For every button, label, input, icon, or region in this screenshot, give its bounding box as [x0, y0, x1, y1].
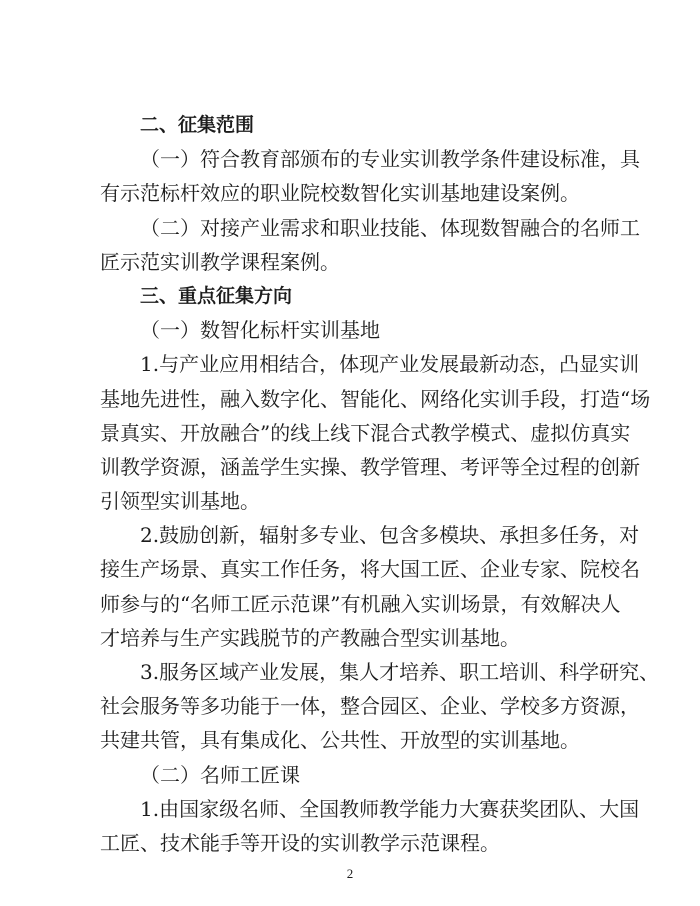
paragraph-line: 1.由国家级名师、全国教师教学能力大赛获奖团队、大国	[140, 796, 640, 821]
paragraph-line: 有示范标杆效应的职业院校数智化实训基地建设案例。	[100, 181, 580, 206]
paragraph-line: 1.与产业应用相结合，体现产业发展最新动态，凸显实训	[140, 352, 640, 377]
paragraph-line: 景真实、开放融合”的线上线下混合式教学模式、虚拟仿真实	[100, 420, 631, 445]
paragraph-line: 接生产场景、真实工作任务，将大国工匠、企业专家、院校名	[100, 557, 640, 582]
paragraph-line: （一）符合教育部颁布的专业实训教学条件建设标准，具	[140, 147, 640, 172]
document-body	[100, 108, 660, 860]
paragraph-line: 师参与的“名师工匠示范课”有机融入实训场景，有效解决人	[100, 591, 621, 616]
page-number: 2	[346, 866, 354, 881]
paragraph-line: （二）对接产业需求和职业技能、体现数智融合的名师工	[140, 215, 640, 240]
paragraph-line: 共建共管，具有集成化、公共性、开放型的实训基地。	[100, 728, 580, 753]
subsection-heading: （一）数智化标杆实训基地	[140, 318, 380, 343]
paragraph-line: 基地先进性，融入数字化、智能化、网络化实训手段，打造“场	[100, 386, 651, 411]
subsection-heading: （二）名师工匠课	[140, 762, 300, 787]
paragraph-line: 社会服务等多功能于一体，整合园区、企业、学校多方资源，	[100, 694, 640, 719]
paragraph-line: 才培养与生产实践脱节的产教融合型实训基地。	[100, 625, 520, 650]
section-heading-3: 三、重点征集方向	[140, 284, 293, 307]
paragraph-line: 训教学资源，涵盖学生实操、教学管理、考评等全过程的创新	[100, 454, 640, 479]
paragraph-line: 工匠、技术能手等开设的实训教学示范课程。	[100, 830, 500, 855]
paragraph-line: 3.服务区域产业发展，集人才培养、职工培训、科学研究、	[140, 660, 660, 684]
paragraph-line: 引领型实训基地。	[100, 489, 260, 514]
section-heading-2: 二、征集范围	[140, 114, 255, 136]
paragraph-line: 2.鼓励创新，辐射多专业、包含多模块、承担多任务，对	[140, 523, 640, 548]
paragraph-line: 匠示范实训教学课程案例。	[100, 249, 340, 274]
